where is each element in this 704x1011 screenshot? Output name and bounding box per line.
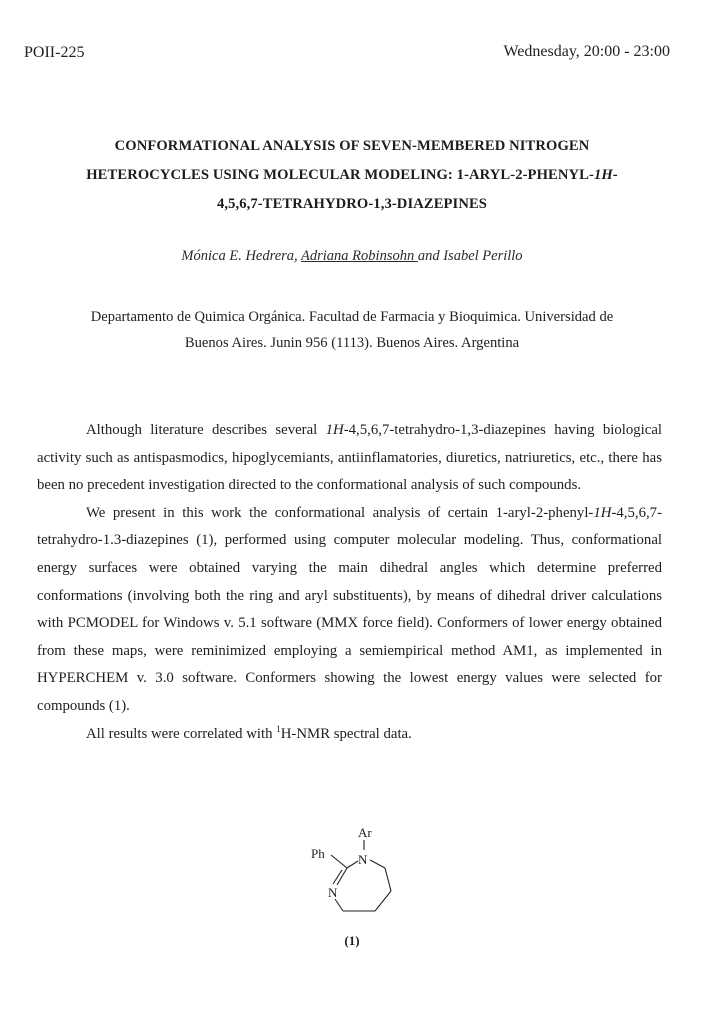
bond-c4-n3 [335, 899, 343, 911]
title-line-2-text: HETEROCYCLES USING MOLECULAR MODELING: 1-ARYL-2-PHENYL- [86, 167, 594, 183]
bond-c2-ph [331, 855, 347, 868]
author-1: Mónica E. Hedrera, [181, 248, 302, 264]
label-n3: N [328, 885, 338, 900]
author-3: and Isabel Perillo [417, 248, 523, 264]
title-line-2-italic: 1H [593, 167, 613, 183]
paragraph-2 [37, 500, 662, 721]
paragraph-3 [37, 721, 662, 749]
p2-text-a: We present in this work the conformational analysis of certain 1-aryl-2-phenyl- [86, 504, 594, 521]
paragraph-1 [37, 417, 662, 500]
p1-text-b: -4,5,6,7-tetrahydro-1,3-diazepines having biological activity such as antispasmodics, hipoglycemiants, antiinflamatories, diuretics, natriuretics, etc., there has been no precedent investigation directed to the conformational analysis of such compounds. [37, 422, 662, 494]
bond-n1-c7 [370, 860, 385, 868]
session-time: Wednesday, 20:00 - 23:00 [503, 43, 670, 60]
bond-c7-c6 [385, 868, 391, 891]
title-line-3: 4,5,6,7-TETRAHYDRO-1,3-DIAZEPINES [216, 196, 488, 212]
author-presenter: Adriana Robinsohn [301, 248, 418, 264]
title-line-1: CONFORMATIONAL ANALYSIS OF SEVEN-MEMBERED NITROGEN [114, 138, 590, 154]
p1-text-a: Although literature describes several [86, 422, 326, 438]
affiliation-line-1: Departamento de Quimica Orgánica. Facultad de Farmacia y Bioquimica. Universidad de [90, 309, 614, 325]
compound-number-label: (1) [344, 933, 360, 948]
title-line-2-end: - [612, 167, 618, 183]
p3-text-a: All results were correlated with [86, 725, 277, 742]
p2-text-b: -4,5,6,7-tetrahydro-1.3-diazepines (1), performed using computer molecular modeling. Thus, conformational energy surfaces were obtained varying the main dihedral angles which determine preferred conformations (involving both the ring and aryl substituents), by means of dihedral driver calculations with PCMODEL for Windows v. 5.1 software (MMX force field). Conformers of lower energy obtained from these maps, were reminimized employing a semiempirical method AM1, as implemented in HYPERCHEM v. 3.0 software. Conformers showing the lowest energy values were selected for compounds (1). [37, 504, 662, 714]
title-line-2 [0, 161, 704, 190]
p3-text-b: H-NMR spectral data. [280, 725, 412, 742]
bond-c6-c5 [375, 891, 391, 911]
label-ph: Ph [311, 846, 325, 861]
paper-title [0, 132, 704, 219]
bond-c2-n3-double [333, 870, 342, 884]
label-ar: Ar [358, 825, 372, 840]
p2-italic: 1H [593, 504, 612, 521]
p3-superscript: 1 [276, 723, 281, 734]
affiliation-line-2: Buenos Aires. Junin 956 (1113). Buenos Aires. Argentina [184, 335, 520, 351]
abstract-body [37, 417, 662, 748]
bond-c2-n1 [347, 861, 358, 868]
p1-italic: 1H [325, 422, 344, 438]
label-n1: N [358, 852, 368, 867]
affiliation [30, 304, 674, 356]
author-list [0, 248, 704, 265]
abstract-code: POII-225 [24, 44, 85, 61]
